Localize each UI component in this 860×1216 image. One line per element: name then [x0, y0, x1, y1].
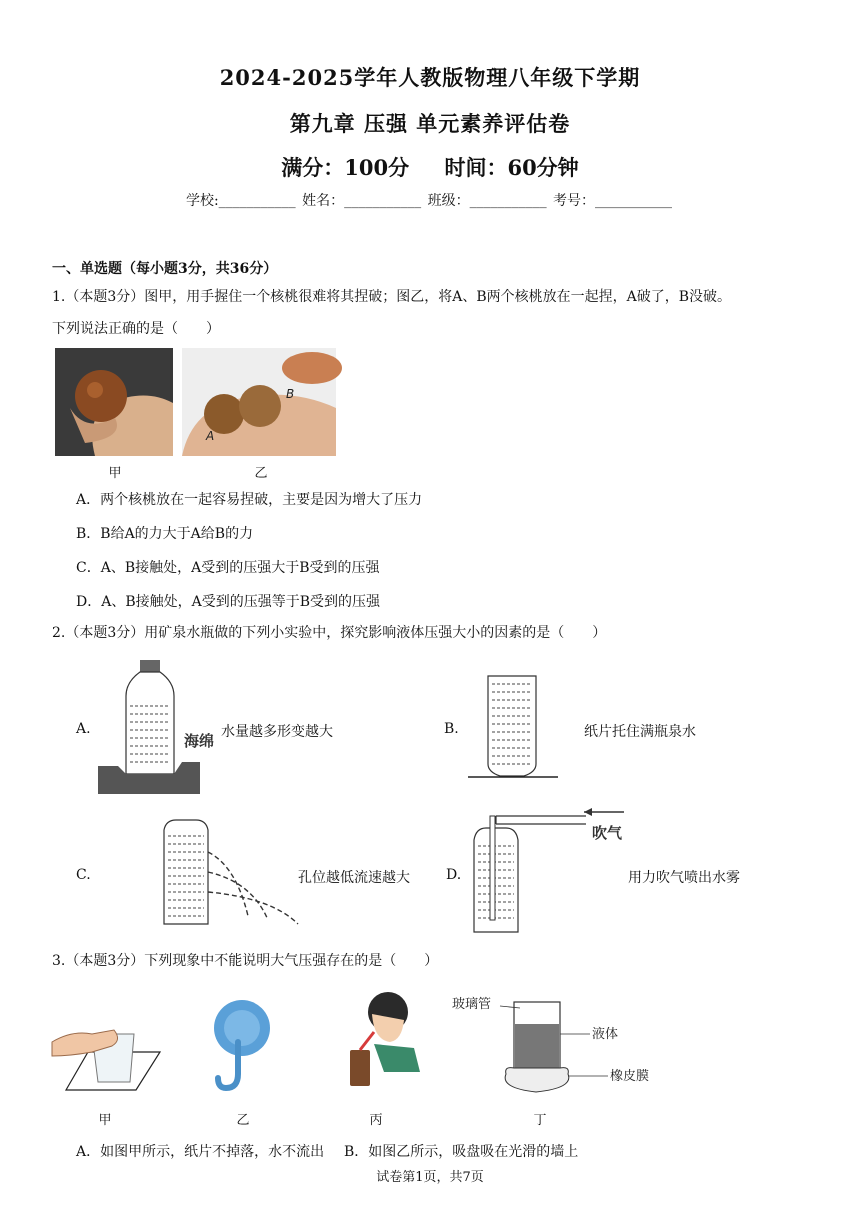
- exam-subtitle: 第九章 压强 单元素养评估卷: [289, 111, 571, 136]
- blowing-straw-diagram: [466, 806, 646, 936]
- inverted-bottle-diagram: [466, 672, 562, 782]
- straw-drinking-diagram: [344, 988, 422, 1096]
- q3-caption-a: 甲: [98, 1113, 112, 1128]
- time-label: 时间：60分钟: [444, 155, 579, 180]
- q1-caption-b: 乙: [254, 466, 268, 481]
- school-field: 学校:___________: [185, 193, 296, 209]
- q3-caption-d: 丁: [533, 1113, 547, 1128]
- q1-caption-a: 甲: [108, 466, 122, 481]
- blow-label: 吹气: [592, 824, 623, 842]
- exam-no-field: 考号：___________: [553, 193, 673, 209]
- q1-stem-line1: 1.（本题3分）图甲，用手握住一个核桃很难将其捏破；图乙，将A、B两个核桃放在一起捏，A破了，B没破。: [52, 289, 732, 305]
- bottle-on-sponge-diagram: [96, 656, 215, 796]
- score-label: 满分：100分: [281, 155, 410, 180]
- walnut-label-b: B: [286, 387, 295, 401]
- q2-option-a-letter[interactable]: A.: [76, 721, 91, 737]
- name-field: 姓名：___________: [302, 193, 422, 209]
- cup-paper-diagram: [52, 1000, 166, 1096]
- q2-option-c-letter[interactable]: C.: [76, 867, 91, 883]
- q1-option-c[interactable]: C．A、B接触处，A受到的压强大于B受到的压强: [76, 560, 380, 576]
- q3-option-a[interactable]: A．如图甲所示，纸片不掉落，水不流出: [76, 1144, 325, 1160]
- page-footer: 试卷第1页，共7页: [376, 1170, 484, 1185]
- membrane-label: 橡皮膜: [610, 1069, 650, 1084]
- q1-option-d[interactable]: D．A、B接触处，A受到的压强等于B受到的压强: [76, 594, 381, 610]
- tube-label: 玻璃管: [452, 997, 492, 1012]
- q3-stem: 3.（本题3分）下列现象中不能说明大气压强存在的是（ ）: [52, 953, 439, 969]
- q3-option-b[interactable]: B．如图乙所示，吸盘吸在光滑的墙上: [344, 1144, 579, 1160]
- student-info: [0, 190, 860, 210]
- q1-stem-line2: 下列说法正确的是（ ）: [52, 321, 220, 337]
- walnut-photo-a: [55, 348, 173, 456]
- q1-option-b[interactable]: B．B给A的力大于A给B的力: [76, 526, 254, 542]
- q2-stem: 2.（本题3分）用矿泉水瓶做的下列小实验中，探究影响液体压强大小的因素的是（ ）: [52, 625, 607, 641]
- walnut-label-a: A: [206, 429, 215, 443]
- exam-meta: [0, 152, 860, 182]
- class-field: 班级：___________: [427, 193, 547, 209]
- q2-option-d-letter[interactable]: D.: [446, 867, 462, 883]
- glass-tube-diagram: [452, 996, 662, 1096]
- sponge-label: 海绵: [184, 732, 215, 750]
- suction-cup-diagram: [210, 998, 280, 1096]
- exam-title: 2024-2025学年人教版物理八年级下学期: [219, 65, 641, 90]
- walnut-photo-b: [182, 348, 336, 456]
- section-title: 一、单选题（每小题3分，共36分）: [52, 261, 278, 277]
- q3-caption-c: 丙: [369, 1113, 383, 1128]
- q2-option-b-letter[interactable]: B.: [444, 721, 459, 737]
- bottle-holes-diagram: [156, 816, 306, 928]
- liquid-label: 液体: [592, 1027, 619, 1042]
- q2-option-a-text: 水量越多形变越大: [221, 724, 333, 740]
- q2-option-d-text: 用力吹气喷出水雾: [628, 870, 740, 886]
- q1-option-a[interactable]: A．两个核桃放在一起容易捏破，主要是因为增大了压力: [76, 492, 423, 508]
- q3-caption-b: 乙: [236, 1113, 250, 1128]
- q2-option-c-text: 孔位越低流速越大: [298, 870, 410, 886]
- q2-option-b-text: 纸片托住满瓶泉水: [584, 724, 696, 740]
